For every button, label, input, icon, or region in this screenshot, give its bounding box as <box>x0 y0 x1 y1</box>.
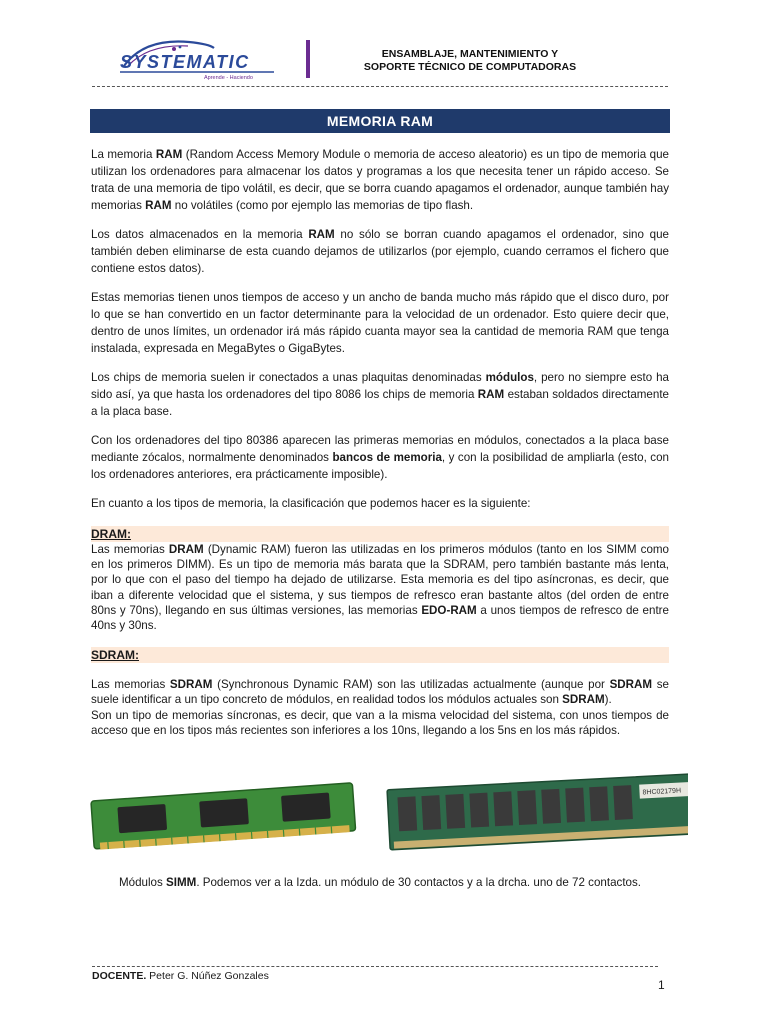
document-body <box>91 146 669 746</box>
paragraph-1: La memoria RAM (Random Access Memory Module o memoria de acceso aleatorio) es un tipo de memoria que utilizan los ordenadores para almacenar los datos y programas a los que necesita tener un rápido acceso. Se trata de una memoria de tipo volátil, es decir, que se borra cuando apagamos el ordenador, aunque también hay memorias RAM no volátiles (como por ejemplo las memorias de tipo flash. <box>91 148 669 212</box>
paragraph-3: Estas memorias tienen unos tiempos de acceso y un ancho de banda mucho más rápido que el disco duro, por lo que se han convertido en un factor determinante para la velocidad de un ordenador. Esto quiere decir que, dentro de unos límites, un ordenador irá más rápido cuanta mayor sea la cantidad de memoria RAM que tenga instalada, expresada en MegaBytes o GigaBytes. <box>91 291 669 355</box>
header-title-line2: SOPORTE TÉCNICO DE COMPUTADORAS <box>363 61 577 73</box>
dram-heading: DRAM: <box>91 526 669 542</box>
systematic-logo <box>114 36 279 80</box>
sdram-text: Las memorias SDRAM (Synchronous Dynamic RAM) son las utilizadas actualmente (aunque por SDRAM se suele identificar a un tipo concreto de módulos, en realidad todos los módulos actuales son SDRAM). Son un tipo de memorias síncronas, es decir, que van a la misma velocidad del sistema, con unos tiempos de acceso que en los tipos más recientes son inferiores a los 10ns, llegando a los 5ns en los más rápidos. <box>91 678 669 737</box>
header-separator <box>92 86 668 87</box>
header-divider <box>306 40 310 78</box>
paragraph-4: Los chips de memoria suelen ir conectados a unas plaquitas denominadas módulos, pero no siempre esto ha sido así, ya que hasta los ordenadores del tipo 8086 los chips de memoria RAM estaban soldados directamente a la placa base. <box>91 371 669 418</box>
paragraph-5: Con los ordenadores del tipo 80386 aparecen las primeras memorias en módulos, conectados a la placa base mediante zócalos, normalmente denominados bancos de memoria, y con la posibilidad de ampliarla (esto, con los ordenadores anteriores, era prácticamente imposible). <box>91 434 669 481</box>
sdram-heading: SDRAM: <box>91 647 669 663</box>
simm-30-pin-module <box>91 783 356 850</box>
page-header <box>92 30 668 86</box>
footer-separator <box>92 966 658 967</box>
logo-wordmark: SYSTEMATIC <box>120 52 250 72</box>
header-title-line1: ENSAMBLAJE, MANTENIMIENTO Y <box>381 48 559 60</box>
paragraph-6: En cuanto a los tipos de memoria, la clasificación que podemos hacer es la siguiente: <box>91 497 531 510</box>
logo-tagline: Aprende - Haciendo <box>204 75 253 80</box>
page-title: MEMORIA RAM <box>90 109 670 133</box>
simm-72-pin-module <box>387 774 688 850</box>
header-title <box>320 48 620 74</box>
page-number: 1 <box>658 978 665 992</box>
paragraph-2: Los datos almacenados en la memoria RAM no sólo se borran cuando apagamos el ordenador, sino que también deben eliminarse de esta cuando dejamos de utilizarlos (por ejemplo, cuando cerramos el fichero que contiene estos datos). <box>91 228 670 275</box>
image-caption: Módulos SIMM. Podemos ver a la Izda. un módulo de 30 contactos y a la drcha. uno de 72 contactos. <box>118 876 642 889</box>
footer: DOCENTE. Peter G. Núñez Gonzales <box>92 970 269 982</box>
dram-text: Las memorias DRAM (Dynamic RAM) fueron las utilizadas en los primeros módulos (tanto en los SIMM como en los primeros DIMM). Es un tipo de memoria más barata que la SDRAM, pero también bastante más lenta, por lo que con el paso del tiempo ha dejado de utilizarse. Esta memoria es del tipo asíncronas, es decir, que iban a diferente velocidad que el sistema, y sus tiempos de refresco eran bastante altos (del orden de entre 80ns y 70ns), llegando en sus últimas versiones, las memorias EDO-RAM a unos tiempos de refresco de entre 40ns y 30ns. <box>91 543 669 633</box>
chip-label: 8HC02179H <box>642 787 682 797</box>
simm-modules-image <box>88 762 688 862</box>
